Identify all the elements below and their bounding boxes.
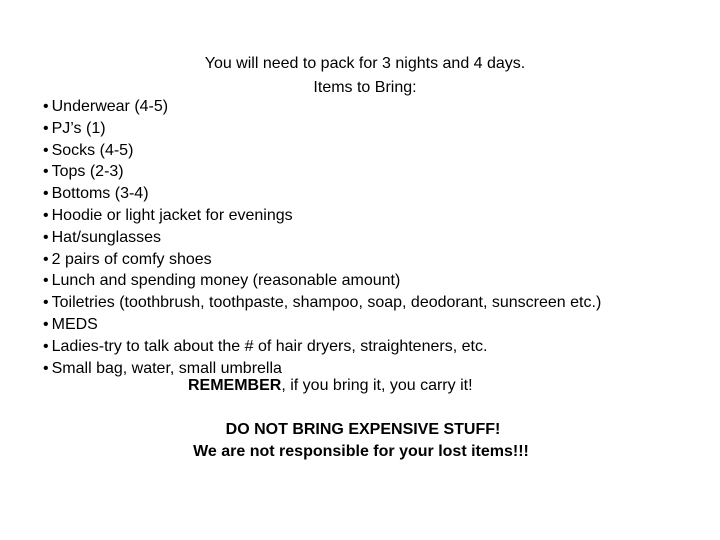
bullet-icon: • — [43, 141, 49, 159]
list-item — [43, 270, 601, 292]
warning-line-2: We are not responsible for your lost items!!! — [193, 443, 529, 460]
list-item-text: Toiletries (toothbrush, toothpaste, shampoo, soap, deodorant, sunscreen etc.) — [51, 294, 602, 312]
list-item-text: Ladies-try to talk about the # of hair dryers, straighteners, etc. — [51, 337, 488, 355]
heading-line-1: You will need to pack for 3 nights and 4 days. — [204, 55, 526, 72]
list-item — [43, 292, 601, 314]
bullet-icon: • — [43, 250, 49, 268]
list-item — [43, 336, 601, 358]
bullet-icon: • — [43, 272, 49, 290]
list-item-text: Hoodie or light jacket for evenings — [51, 206, 293, 224]
list-item — [43, 96, 601, 118]
list-item — [43, 249, 601, 271]
list-item — [43, 161, 601, 183]
bullet-icon: • — [43, 163, 49, 181]
warning-line-1: DO NOT BRING EXPENSIVE STUFF! — [225, 421, 501, 438]
bullet-icon: • — [43, 337, 49, 355]
list-item — [43, 205, 601, 227]
list-item-text: Tops (2-3) — [51, 163, 124, 181]
list-item-text: Lunch and spending money (reasonable amount) — [51, 272, 401, 290]
bullet-icon: • — [43, 294, 49, 312]
bullet-icon: • — [43, 119, 49, 137]
bullet-icon: • — [43, 206, 49, 224]
list-item — [43, 118, 601, 140]
items-list — [43, 96, 601, 379]
bullet-icon: • — [43, 315, 49, 333]
list-item — [43, 314, 601, 336]
list-item-text: MEDS — [51, 315, 98, 333]
bullet-icon: • — [43, 228, 49, 246]
list-item-text: Socks (4-5) — [51, 141, 134, 159]
list-item-text: PJ’s (1) — [51, 119, 106, 137]
list-item — [43, 140, 601, 162]
list-item-text: Underwear (4-5) — [51, 98, 169, 115]
bullet-icon: • — [43, 98, 49, 115]
list-item — [43, 227, 601, 249]
reminder-line — [188, 375, 473, 397]
list-item-text: Small bag, water, small umbrella — [51, 359, 282, 377]
bullet-icon: • — [43, 185, 49, 203]
heading-line-2: Items to Bring: — [313, 79, 417, 96]
bullet-icon: • — [43, 359, 49, 377]
list-item-text: Bottoms (3-4) — [51, 185, 149, 203]
reminder-emphasis: REMEMBER — [188, 377, 282, 394]
list-item — [43, 183, 601, 205]
reminder-text: , if you bring it, you carry it! — [281, 377, 473, 394]
list-item-text: Hat/sunglasses — [51, 228, 161, 246]
list-item-text: 2 pairs of comfy shoes — [51, 250, 212, 268]
